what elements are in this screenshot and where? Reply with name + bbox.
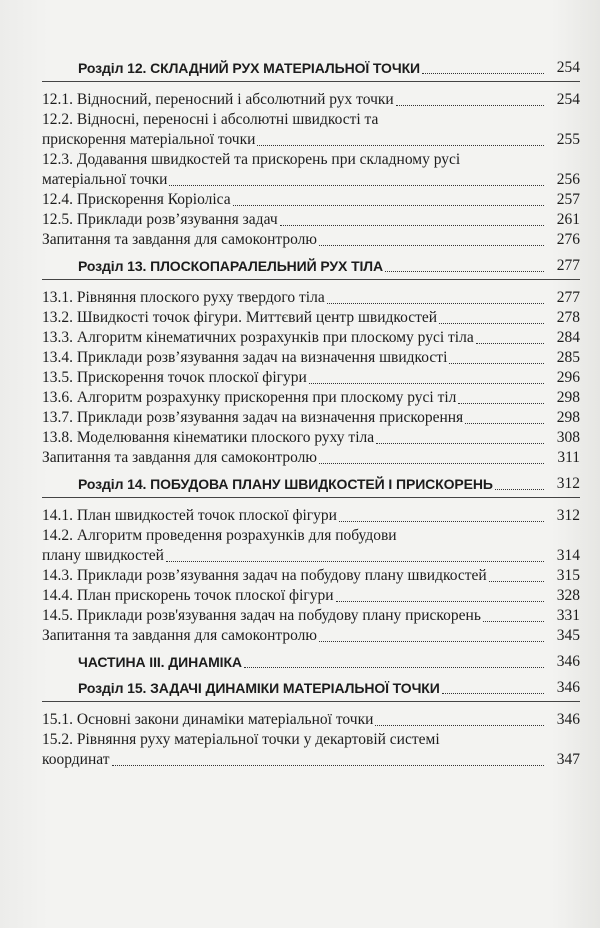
entry-title-row (42, 130, 580, 150)
entry-title: 13.5. Прискорення точок плоскої фігури (42, 369, 307, 386)
dot-leader (442, 693, 544, 694)
toc-entry[interactable] (42, 210, 580, 230)
page-number: 298 (556, 409, 580, 426)
page-number: 314 (556, 547, 580, 564)
dot-leader (422, 73, 544, 74)
dot-leader (465, 423, 544, 424)
page-number: 315 (556, 567, 580, 584)
dot-leader (280, 225, 544, 226)
entry-title-row (42, 750, 580, 770)
divider-line (42, 81, 580, 82)
page-number: 312 (556, 475, 580, 492)
toc-chapter-entry[interactable] (42, 678, 580, 698)
dot-leader (376, 443, 544, 444)
toc-chapter-entry[interactable] (42, 256, 580, 276)
entry-title: Запитання та завдання для самоконтролю (42, 627, 317, 644)
toc-entry[interactable] (42, 606, 580, 626)
page-number: 296 (556, 369, 580, 386)
dot-leader (233, 205, 544, 206)
toc-entry[interactable] (42, 428, 580, 448)
entry-title: 12.5. Приклади розв’язування задач (42, 211, 278, 228)
page-number: 276 (556, 231, 580, 248)
dot-leader (476, 343, 544, 344)
page-number: 328 (556, 587, 580, 604)
entry-title: 15.1. Основні закони динаміки матеріальної точки (42, 711, 374, 728)
page-number: 254 (556, 91, 580, 108)
toc-chapter-entry[interactable] (42, 58, 580, 78)
page-number: 331 (556, 607, 580, 624)
toc-entry[interactable] (42, 506, 580, 526)
divider-line (42, 279, 580, 280)
toc-entry[interactable] (42, 526, 580, 566)
entry-title: 13.7. Приклади розв’язування задач на визначення прискорення (42, 409, 464, 426)
toc-entry[interactable] (42, 566, 580, 586)
toc-entry[interactable] (42, 348, 580, 368)
page-number: 346 (556, 679, 580, 696)
dot-leader (495, 489, 544, 490)
page-number: 298 (556, 389, 580, 406)
chapter-title: Розділ 12. СКЛАДНИЙ РУХ МАТЕРІАЛЬНОЇ ТОЧКИ (78, 60, 420, 76)
page-number: 346 (556, 653, 580, 670)
dot-leader (439, 323, 544, 324)
entry-title: 12.1. Відносний, переносний і абсолютний рух точки (42, 91, 394, 108)
page-number: 346 (556, 711, 580, 728)
chapter-title: ЧАСТИНА ІІІ. ДИНАМІКА (78, 654, 242, 670)
dot-leader (327, 303, 544, 304)
page-number: 277 (556, 257, 580, 274)
page-number: 345 (556, 627, 580, 644)
page-number: 311 (557, 449, 580, 466)
dot-leader (339, 521, 544, 522)
page-number: 257 (556, 191, 580, 208)
dot-leader (244, 667, 544, 668)
entry-title: прискорення матеріальної точки (42, 131, 256, 148)
dot-leader (336, 601, 544, 602)
dot-leader (385, 271, 544, 272)
toc-entry[interactable] (42, 308, 580, 328)
entry-title-line: 12.3. Додавання швидкостей та прискорень при складному русі (42, 151, 461, 168)
page-number: 256 (556, 171, 580, 188)
entry-title-row (42, 170, 580, 190)
entry-title-line: 12.2. Відносні, переносні і абсолютні швидкості та (42, 111, 379, 128)
page-number: 255 (556, 131, 580, 148)
chapter-title: Розділ 15. ЗАДАЧІ ДИНАМІКИ МАТЕРІАЛЬНОЇ ТОЧКИ (78, 680, 440, 696)
toc-entry[interactable] (42, 288, 580, 308)
dot-leader (112, 765, 544, 766)
dot-leader (169, 185, 544, 186)
entry-title: 14.5. Приклади розв'язування задач на побудову плану прискорень (42, 607, 481, 624)
page-number: 347 (556, 751, 580, 768)
page-number: 277 (556, 289, 580, 306)
dot-leader (483, 621, 544, 622)
dot-leader (319, 641, 544, 642)
entry-title-line: 15.2. Рівняння руху матеріальної точки у декартовій системі (42, 731, 440, 748)
toc-entry[interactable] (42, 190, 580, 210)
toc-entry[interactable] (42, 408, 580, 428)
entry-title: 14.4. План прискорень точок плоскої фігури (42, 587, 334, 604)
entry-title: 14.1. План швидкостей точок плоскої фігури (42, 507, 337, 524)
toc-entry[interactable] (42, 90, 580, 110)
entry-title: 12.4. Прискорення Коріоліса (42, 191, 231, 208)
page-number: 284 (556, 329, 580, 346)
entry-title-row (42, 546, 580, 566)
divider-line (42, 497, 580, 498)
toc-entry[interactable] (42, 448, 580, 468)
toc-entry[interactable] (42, 388, 580, 408)
dot-leader (319, 245, 544, 246)
dot-leader (309, 383, 544, 384)
toc-entry[interactable] (42, 150, 580, 190)
entry-title: 14.3. Приклади розв’язування задач на побудову плану швидкостей (42, 567, 487, 584)
dot-leader (458, 403, 544, 404)
entry-title: Запитання та завдання для самоконтролю (42, 449, 317, 466)
entry-title: Запитання та завдання для самоконтролю (42, 231, 317, 248)
table-of-contents (42, 58, 580, 770)
entry-title: плану швидкостей (42, 547, 164, 564)
entry-title: 13.3. Алгоритм кінематичних розрахунків при плоскому русі тіла (42, 329, 474, 346)
page-number: 285 (556, 349, 580, 366)
toc-entry[interactable] (42, 730, 580, 770)
dot-leader (489, 581, 544, 582)
chapter-title: Розділ 13. ПЛОСКОПАРАЛЕЛЬНИЙ РУХ ТІЛА (78, 258, 384, 274)
toc-entry[interactable] (42, 626, 580, 646)
entry-title: 13.2. Швидкості точок фігури. Миттєвий центр швидкостей (42, 309, 438, 326)
dot-leader (396, 105, 544, 106)
dot-leader (449, 363, 544, 364)
entry-title: 13.8. Моделювання кінематики плоского руху тіла (42, 429, 375, 446)
chapter-title: Розділ 14. ПОБУДОВА ПЛАНУ ШВИДКОСТЕЙ І ПРИСКОРЕНЬ (78, 476, 493, 492)
dot-leader (166, 561, 544, 562)
toc-chapter-entry[interactable] (42, 652, 580, 672)
dot-leader (375, 725, 544, 726)
page-number: 308 (556, 429, 580, 446)
entry-title: 13.6. Алгоритм розрахунку прискорення при плоскому русі тіл (42, 389, 457, 406)
toc-entry[interactable] (42, 710, 580, 730)
dot-leader (319, 463, 544, 464)
page-number: 254 (556, 59, 580, 76)
toc-chapter-entry[interactable] (42, 474, 580, 494)
entry-title: 13.4. Приклади розв’язування задач на визначення швидкості (42, 349, 448, 366)
dot-leader (257, 145, 544, 146)
page-number: 261 (556, 211, 580, 228)
divider-line (42, 701, 580, 702)
page-number: 278 (556, 309, 580, 326)
entry-title-line: 14.2. Алгоритм проведення розрахунків для побудови (42, 527, 397, 544)
toc-entry[interactable] (42, 586, 580, 606)
toc-entry[interactable] (42, 328, 580, 348)
toc-entry[interactable] (42, 368, 580, 388)
page-number: 312 (556, 507, 580, 524)
toc-entry[interactable] (42, 230, 580, 250)
entry-title: координат (42, 751, 110, 768)
entry-title: 13.1. Рівняння плоского руху твердого тіла (42, 289, 325, 306)
toc-entry[interactable] (42, 110, 580, 150)
entry-title: матеріальної точки (42, 171, 168, 188)
